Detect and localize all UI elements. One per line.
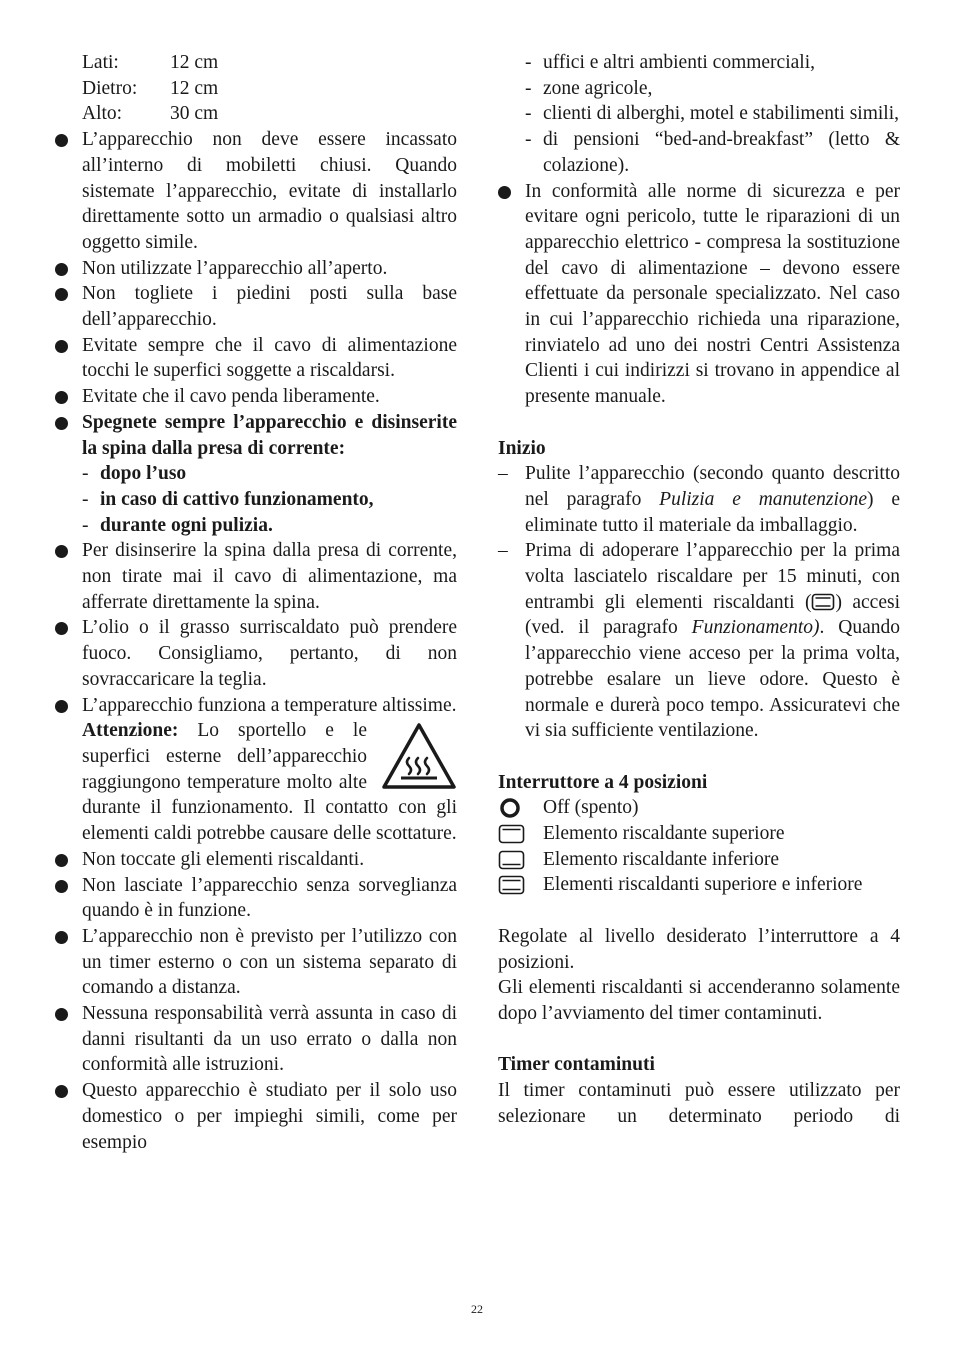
bullet-domestic-use: Questo apparecchio è studiato per il solo uso domestico o per impieghi simili, come per esempio: [55, 1078, 457, 1155]
bullet-pull-plug: Per disinserire la spina dalla presa di corrente, non tirate mai il cavo di alimentazione, ma afferrate direttamente la spina.: [55, 538, 457, 615]
left-column: [55, 50, 457, 1155]
right-column: [498, 50, 900, 1129]
use-item: - zone agricole,: [525, 77, 653, 99]
switch-instruction: Regolate al livello desiderato l’interruttore a 4 posizioni.: [498, 925, 900, 973]
both-elements-icon: [498, 875, 526, 895]
top-element-icon: [498, 824, 526, 844]
unplug-item: - in caso di cattivo funzionamento,: [82, 488, 374, 510]
off-circle-icon: [498, 797, 524, 819]
bullet-high-temp: L’apparecchio funziona a temperature altissime.: [55, 693, 457, 719]
use-item: - uffici e altri ambienti commerciali,: [525, 52, 815, 73]
bullet-no-timer: L’apparecchio non è previsto per l’utilizzo con un timer esterno o con un sistema separato di comando a distanza.: [55, 924, 457, 1001]
bullet-repairs: In conformità alle norme di sicurezza e per evitare ogni pericolo, tutte le riparazioni di un apparecchio elettrico - compresa la sostituzione del cavo di alimentazione – devono essere effettuate da personale specializzato. Nel caso in cui l’apparecchio richieda una riparazione, rinviatelo ad uno dei nostri Centri Assistenza Clienti i cui indirizzi si trovano in appendice al presente manuale.: [498, 179, 900, 410]
inizio-heading: Inizio: [498, 437, 546, 459]
warning-text: Lo sportello e le superfici esterne dell’apparecchio raggiungono temperature molto alte durante il funzionamento. Il contatto con gli elementi caldi potrebbe causare delle scottature.: [82, 720, 457, 845]
bullet-oil-fire: L’olio o il grasso surriscaldato può prendere fuoco. Consigliamo, pertanto, di non sovraccaricare la teglia.: [55, 615, 457, 692]
switch-heading: Interruttore a 4 posizioni: [498, 771, 708, 793]
inizio-step: – Pulite l’apparecchio (secondo quanto descritto nel paragrafo Pulizia e manutenzione) e eliminate tutto il materiale da imballaggio.: [498, 463, 900, 536]
clearance-distances: [55, 50, 457, 127]
inizio-step: – Prima di adoperare l’apparecchio per la prima volta lasciatelo riscaldare per 15 minuti, con entrambi gli elementi riscaldanti ( ) accesi (ved. il paragrafo Funzionamento). Quando l’apparecchio viene acceso per la prima volta, potrebbe esalare un lieve odore. Questo è normale e durerà poco tempo. Assicuratevi che vi sia sufficiente ventilazione.: [498, 540, 900, 742]
unplug-item: - dopo l’uso: [82, 463, 187, 485]
use-item: - clienti di alberghi, motel e stabilimenti simili,: [525, 103, 899, 125]
clearance-sides: Lati: 12 cm: [82, 52, 219, 73]
hot-surface-warning-icon: [381, 722, 457, 790]
clearance-top: Alto: 30 cm: [82, 103, 219, 125]
switch-option-top: Elemento riscaldante superiore: [498, 821, 900, 847]
switch-option-off: Off (spento): [498, 795, 900, 821]
bullet-supervise: Non lasciate l’apparecchio senza sorveglianza quando è in funzione.: [55, 873, 457, 924]
timer-text: Il timer contaminuti può essere utilizzato per selezionare un determinato periodo di: [498, 1080, 900, 1127]
unplug-item: - durante ogni pulizia.: [82, 514, 273, 536]
use-item: - di pensioni “bed-and-breakfast” (letto & colazione).: [525, 129, 900, 176]
bullet-keep-feet: Non togliete i piedini posti sulla base dell’apparecchio.: [55, 281, 457, 332]
bullet-unplug: Spegnete sempre l’apparecchio e disinserite la spina dalla presa di corrente:: [55, 410, 457, 461]
bullet-dont-touch: Non toccate gli elementi riscaldanti.: [55, 847, 457, 873]
warning-block: [55, 718, 457, 847]
timer-heading: Timer contaminuti: [498, 1054, 655, 1076]
switch-note: Gli elementi riscaldanti si accenderanno solamente dopo l’avviamento del timer contaminuti.: [498, 977, 900, 1024]
bullet-no-cabinet: L’apparecchio non deve essere incassato all’interno di mobiletti chiusi. Quando sistemate l’apparecchio, evitate di installarlo direttamente sotto un armadio o qualsiasi altro oggetto simile.: [55, 127, 457, 256]
bottom-element-icon: [498, 850, 526, 870]
bullet-liability: Nessuna responsabilità verrà assunta in caso di danni risultanti da un uso errato o dalla non conformità alle istruzioni.: [55, 1001, 457, 1078]
warning-label: Attenzione:: [82, 720, 179, 742]
bullet-cord-hanging: Evitate che il cavo penda liberamente.: [55, 384, 457, 410]
bullet-cord-hot-surfaces: Evitate sempre che il cavo di alimentazione tocchi le superfici soggette a riscaldarsi.: [55, 333, 457, 384]
page-number: 22: [471, 1302, 483, 1316]
switch-option-both: Elementi riscaldanti superiore e inferiore: [498, 872, 900, 898]
switch-option-bottom: Elemento riscaldante inferiore: [498, 847, 900, 873]
bullet-no-outdoor: Non utilizzate l’apparecchio all’aperto.: [55, 256, 457, 282]
clearance-back: Dietro: 12 cm: [82, 77, 219, 99]
both-elements-inline-icon: [811, 593, 835, 611]
